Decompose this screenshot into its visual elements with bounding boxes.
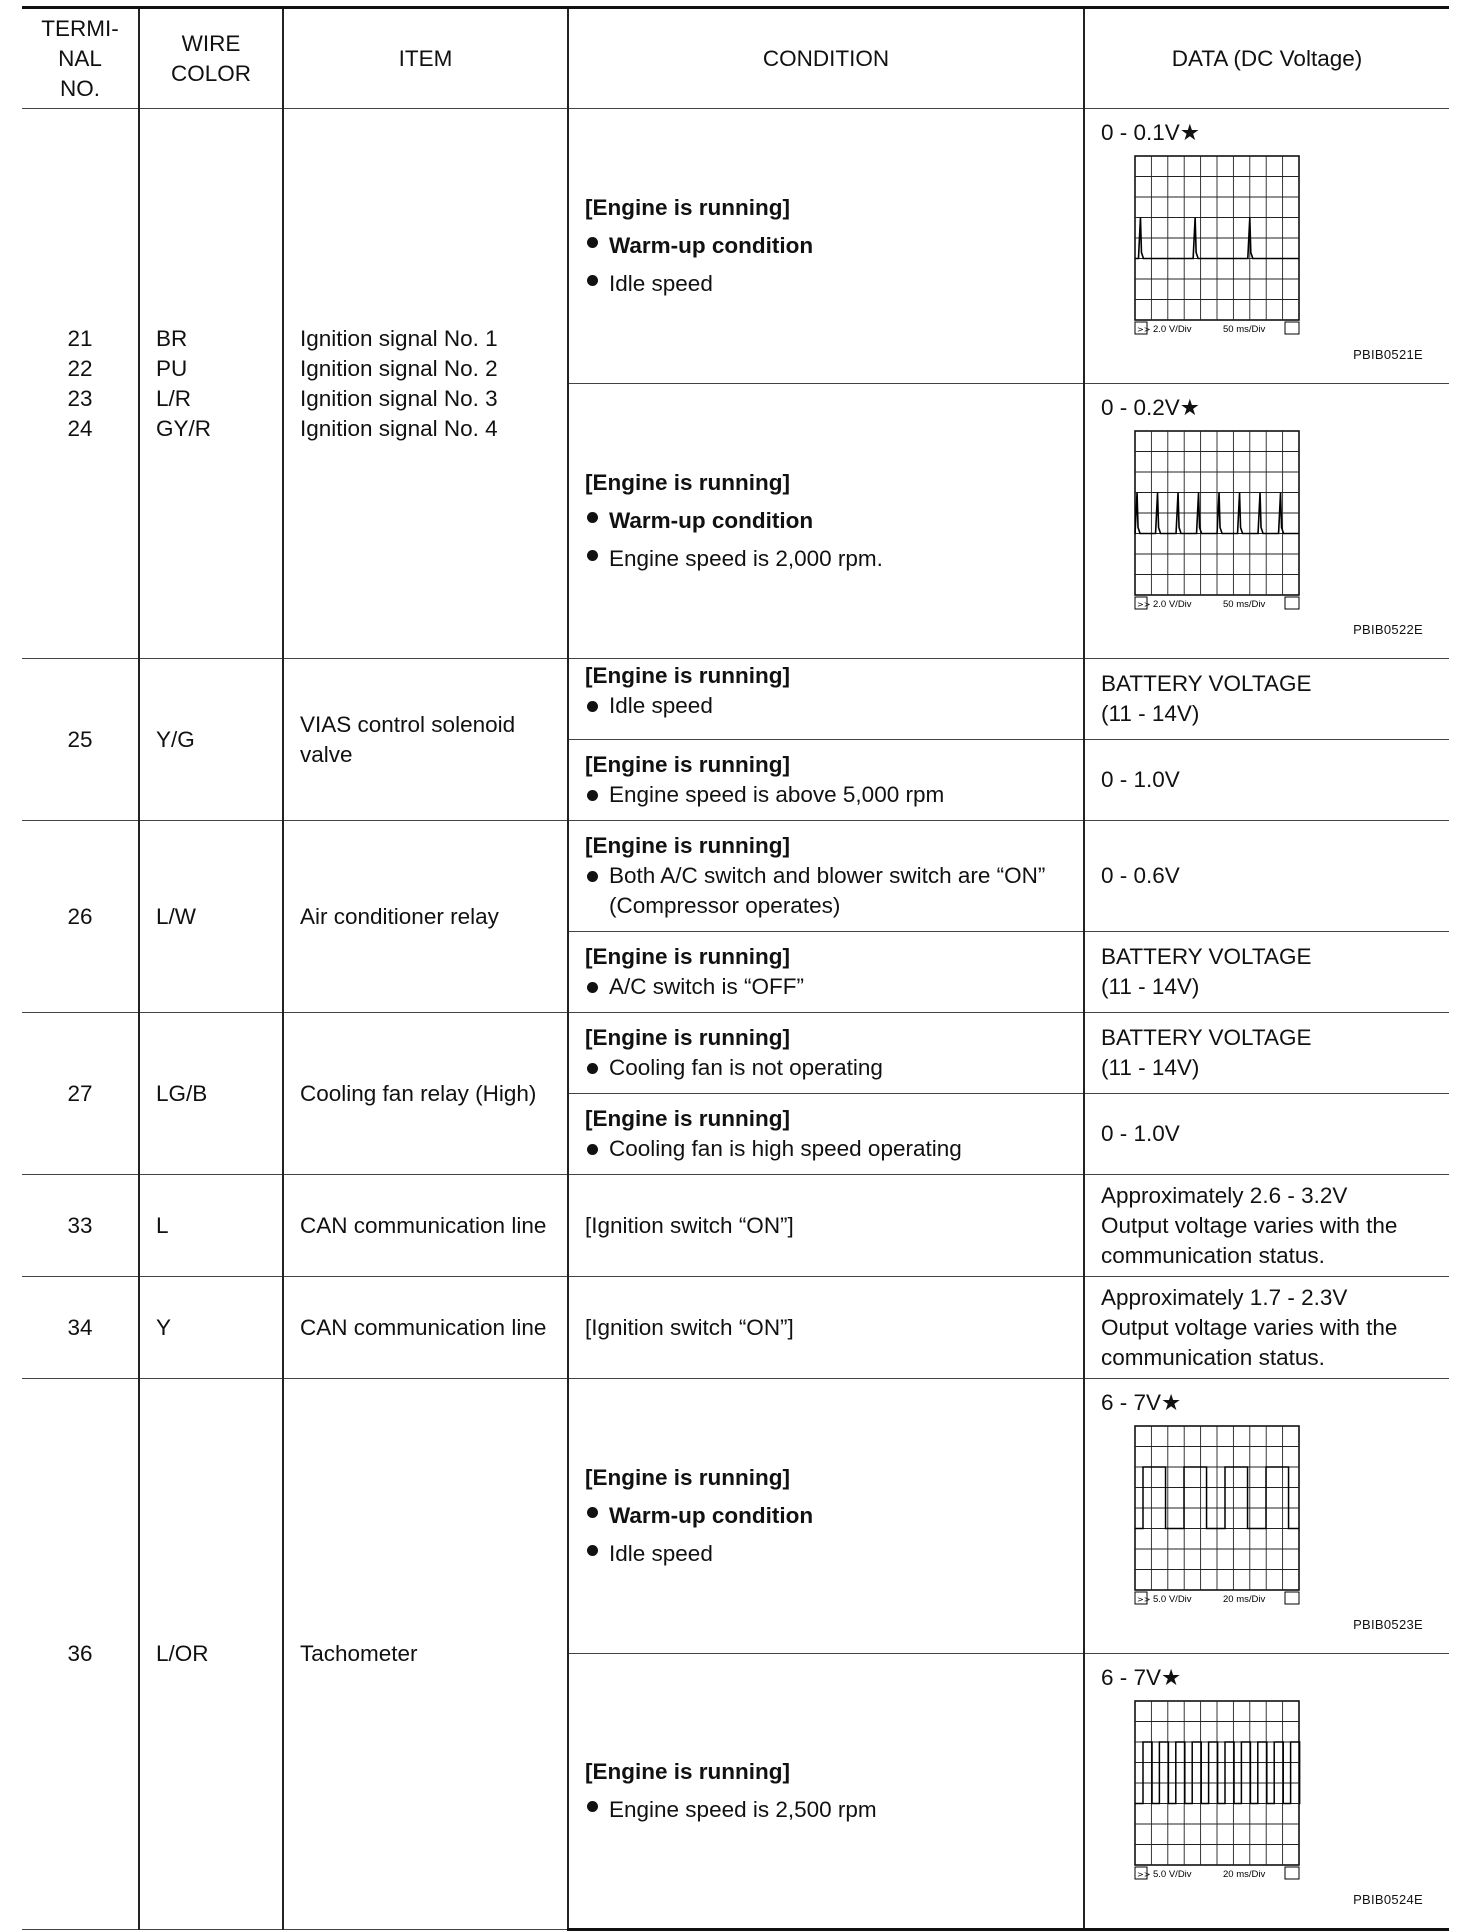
trigger-icon-glyph: >> — [1137, 1595, 1151, 1604]
data-cell — [1084, 1379, 1449, 1654]
header-row — [22, 8, 1449, 109]
table-row — [22, 659, 1449, 740]
header-condition: CONDITION — [568, 8, 1084, 109]
volts-per-div-label: 5.0 V/Div — [1153, 1869, 1192, 1880]
terminal-cell: 26 — [22, 821, 139, 1013]
figure-code: PBIB0521E — [1353, 347, 1423, 362]
volts-per-div-label: 5.0 V/Div — [1153, 1594, 1192, 1605]
oscilloscope-waveform — [1133, 154, 1303, 340]
data-cell — [1084, 109, 1449, 384]
wire-color-cell: L/W — [139, 821, 283, 1013]
terminal-cell: 34 — [22, 1277, 139, 1379]
oscilloscope-waveform — [1133, 1424, 1303, 1610]
volts-per-div-label: 2.0 V/Div — [1153, 599, 1192, 610]
data-cell: Approximately 2.6 - 3.2V Output voltage varies with the communication status. — [1084, 1175, 1449, 1277]
time-per-div-label: 20 ms/Div — [1223, 1594, 1266, 1605]
table-row — [22, 109, 1449, 384]
data-cell: BATTERY VOLTAGE (11 - 14V) — [1084, 659, 1449, 740]
data-cell — [1084, 1654, 1449, 1930]
header-wire-color: WIRE COLOR — [139, 8, 283, 109]
terminal-cell: 25 — [22, 659, 139, 821]
condition-cell: [Engine is running] Warm-up condition Idle speed — [568, 1379, 1084, 1654]
condition-cell: [Engine is running] Engine speed is above 5,000 rpm — [568, 740, 1084, 821]
data-value: 6 - 7V★ — [1101, 1390, 1182, 1415]
data-cell: 0 - 1.0V — [1084, 740, 1449, 821]
item-cell: CAN communication line — [283, 1175, 568, 1277]
data-cell: 0 - 1.0V — [1084, 1094, 1449, 1175]
figure-code: PBIB0522E — [1353, 622, 1423, 637]
trigger-icon-glyph: >> — [1137, 1870, 1151, 1879]
scope-status-box — [1285, 1592, 1299, 1604]
wire-color-cell: Y — [139, 1277, 283, 1379]
data-cell: 0 - 0.6V — [1084, 821, 1449, 932]
scope-status-box — [1285, 1867, 1299, 1879]
terminal-cell: 27 — [22, 1013, 139, 1175]
wire-color-cell: L/OR — [139, 1379, 283, 1930]
header-terminal: TERMI- NAL NO. — [22, 8, 139, 109]
table-row — [22, 1013, 1449, 1094]
table-row — [22, 821, 1449, 932]
trigger-icon-glyph: >> — [1137, 600, 1151, 609]
data-cell: BATTERY VOLTAGE (11 - 14V) — [1084, 932, 1449, 1013]
volts-per-div-label: 2.0 V/Div — [1153, 324, 1192, 335]
item-cell: VIAS control solenoid valve — [283, 659, 568, 821]
time-per-div-label: 50 ms/Div — [1223, 324, 1266, 335]
item-cell: Air conditioner relay — [283, 821, 568, 1013]
data-cell: BATTERY VOLTAGE (11 - 14V) — [1084, 1013, 1449, 1094]
trigger-icon-glyph: >> — [1137, 325, 1151, 334]
item-cell: Tachometer — [283, 1379, 568, 1930]
condition-cell: [Engine is running] Idle speed — [568, 659, 1084, 740]
time-per-div-label: 50 ms/Div — [1223, 599, 1266, 610]
terminal-cell: 21 22 23 24 — [22, 109, 139, 659]
condition-cell: [Engine is running] A/C switch is “OFF” — [568, 932, 1084, 1013]
item-cell: Ignition signal No. 1 Ignition signal No. 2 Ignition signal No. 3 Ignition signal No. 4 — [283, 109, 568, 659]
wire-color-cell: LG/B — [139, 1013, 283, 1175]
wire-color-cell: Y/G — [139, 659, 283, 821]
table-row — [22, 1175, 1449, 1277]
waveform-trace — [1135, 1742, 1300, 1804]
oscilloscope-waveform — [1133, 429, 1303, 615]
condition-cell: [Engine is running] Engine speed is 2,500 rpm — [568, 1654, 1084, 1930]
oscilloscope-waveform — [1133, 1699, 1303, 1885]
data-cell — [1084, 384, 1449, 659]
item-cell: CAN communication line — [283, 1277, 568, 1379]
table-row — [22, 1277, 1449, 1379]
data-value: 6 - 7V★ — [1101, 1665, 1182, 1690]
condition-cell: [Engine is running] Warm-up condition Idle speed — [568, 109, 1084, 384]
data-value: 0 - 0.2V★ — [1101, 395, 1200, 420]
condition-cell: [Engine is running] Warm-up condition Engine speed is 2,000 rpm. — [568, 384, 1084, 659]
table-row — [22, 1379, 1449, 1654]
figure-code: PBIB0524E — [1353, 1892, 1423, 1907]
wire-color-cell: BR PU L/R GY/R — [139, 109, 283, 659]
condition-cell: [Ignition switch “ON”] — [568, 1175, 1084, 1277]
header-item: ITEM — [283, 8, 568, 109]
ecm-terminal-table — [22, 6, 1449, 1931]
item-cell: Cooling fan relay (High) — [283, 1013, 568, 1175]
figure-code: PBIB0523E — [1353, 1617, 1423, 1632]
time-per-div-label: 20 ms/Div — [1223, 1869, 1266, 1880]
condition-cell: [Engine is running] Cooling fan is not operating — [568, 1013, 1084, 1094]
data-value: 0 - 0.1V★ — [1101, 120, 1200, 145]
condition-cell: [Engine is running] Cooling fan is high speed operating — [568, 1094, 1084, 1175]
wire-color-cell: L — [139, 1175, 283, 1277]
scope-status-box — [1285, 597, 1299, 609]
header-data: DATA (DC Voltage) — [1084, 8, 1449, 109]
terminal-cell: 33 — [22, 1175, 139, 1277]
scope-status-box — [1285, 322, 1299, 334]
condition-cell: [Engine is running] Both A/C switch and blower switch are “ON” (Compressor operates) — [568, 821, 1084, 932]
data-cell: Approximately 1.7 - 2.3V Output voltage varies with the communication status. — [1084, 1277, 1449, 1379]
condition-cell: [Ignition switch “ON”] — [568, 1277, 1084, 1379]
terminal-cell: 36 — [22, 1379, 139, 1930]
